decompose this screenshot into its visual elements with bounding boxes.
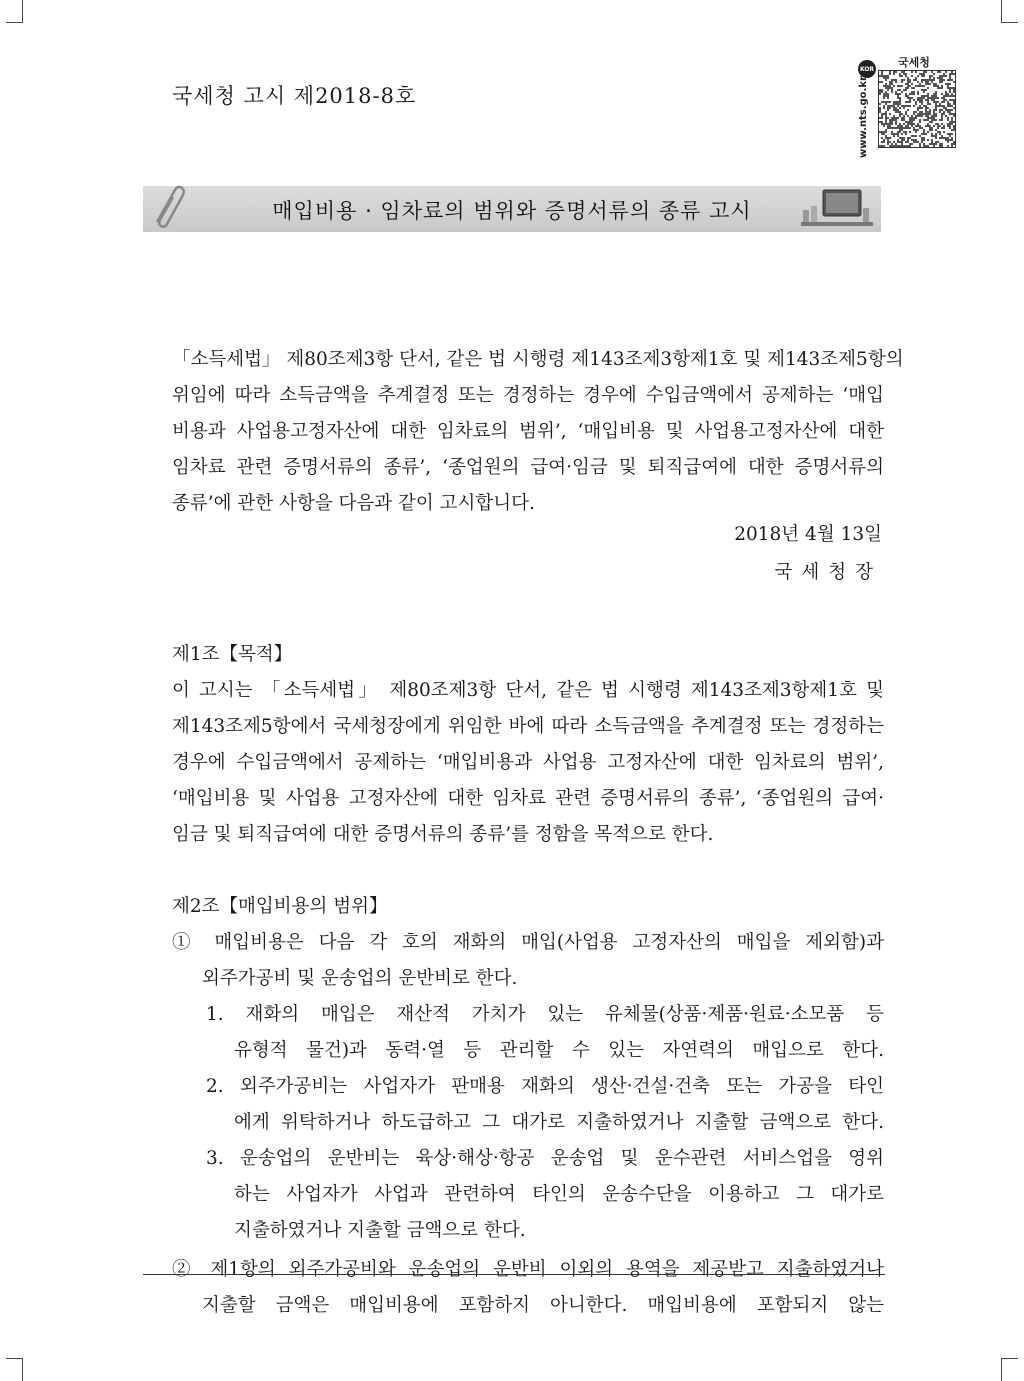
qr-org-label: 국세청 [898,56,930,69]
clause-1-line: ① 매입비용은 다음 각 호의 재화의 매입(사업용 고정자산의 매입을 제외함)과 [172,932,884,953]
preamble-line: 비용과 사업용고정자산에 대한 임차료의 범위’, ‘매입비용 및 사업용고정자산에 대한 [172,421,884,442]
article-2-heading: 제2조【매입비용의 범위】 [172,896,388,917]
article-1-heading: 제1조【목적】 [172,644,293,665]
crop-mark-top-left [6,0,23,23]
crop-mark-top-right [1001,0,1018,23]
clause-2-line: 지출할 금액은 매입비용에 포함하지 아니한다. 매입비용에 포함되지 않는 [202,1295,884,1316]
preamble-line: 임차료 관련 증명서류의 종류’, ‘종업원의 급여·임금 및 퇴직급여에 대한 증명서류의 [172,457,884,478]
qr-url-label: www.nts.go.kr [858,76,869,158]
notice-date: 2018년 4월 13일 [734,524,882,545]
article-line: 경우에 수입금액에서 공제하는 ‘매입비용과 사업용 고정자산에 대한 임차료의 범위’, [172,752,884,773]
qr-code-icon [878,70,956,148]
crop-mark-bottom-right [1001,1358,1018,1381]
item-1-line: 1. 재화의 매입은 재산적 가치가 있는 유체물(상품·제품·원료·소모품 등 [206,1004,884,1025]
article-1-body [172,676,884,856]
qr-code-block[interactable] [858,52,958,162]
page-divider [143,1274,885,1275]
document-title: 매입비용 · 임차료의 범위와 증명서류의 종류 고시 [272,199,752,223]
item-3-line: 하는 사업자가 사업과 관련하여 타인의 운송수단을 이용하고 그 대가로 [234,1184,884,1205]
item-3-line: 3. 운송업의 운반비는 육상·해상·항공 운송업 및 운수관련 서비스업을 영위 [206,1148,884,1169]
crop-mark-bottom-left [6,1358,23,1381]
preamble-line: 종류’에 관한 사항을 다음과 같이 고시합니다. [172,493,535,514]
clause-2-line: ② 제1항의 외주가공비와 운송업의 운반비 이외의 용역을 제공받고 지출하였거나 [172,1259,884,1280]
title-banner [143,186,881,232]
preamble [172,345,904,515]
article-2-body [172,928,884,1316]
article-line: 임금 및 퇴직급여에 대한 증명서류의 종류’를 정함을 목적으로 한다. [172,824,714,845]
clause-1-line: 외주가공비 및 운송업의 운반비로 한다. [202,968,518,989]
preamble-line: 「소득세법」 제80조제3항 단서, 같은 법 시행령 제143조제3항제1호 및 제143조제5항의 [172,349,904,370]
preamble-line: 위임에 따라 소득금액을 추계결정 또는 경정하는 경우에 수입금액에서 공제하는 ‘매입 [172,385,884,406]
monitor-illustration-icon [799,184,875,228]
article-line: ‘매입비용 및 사업용 고정자산에 대한 임차료 관련 증명서류의 종류’, ‘종업원의 급여· [172,788,884,809]
kor-logo-icon: KOR [858,60,876,78]
article-line: 이 고시는 「소득세법」 제80조제3항 단서, 같은 법 시행령 제143조제3항제1호 및 [172,680,884,701]
article-line: 제143조제5항에서 국세청장에게 위임한 바에 따라 소득금액을 추계결정 또는 경정하는 [172,716,884,737]
item-1-line: 유형적 물건)과 동력·열 등 관리할 수 있는 자연력의 매입으로 한다. [234,1040,884,1061]
item-2-line: 2. 외주가공비는 사업자가 판매용 재화의 생산·건설·건축 또는 가공을 타인 [206,1076,884,1097]
item-2-line: 에게 위탁하거나 하도급하고 그 대가로 지출하였거나 지출할 금액으로 한다. [234,1112,884,1133]
signer-title: 국세청장 [774,562,882,583]
item-3-line: 지출하였거나 지출할 금액으로 한다. [234,1220,526,1241]
notice-number: 국세청 고시 제2018-8호 [172,84,417,108]
